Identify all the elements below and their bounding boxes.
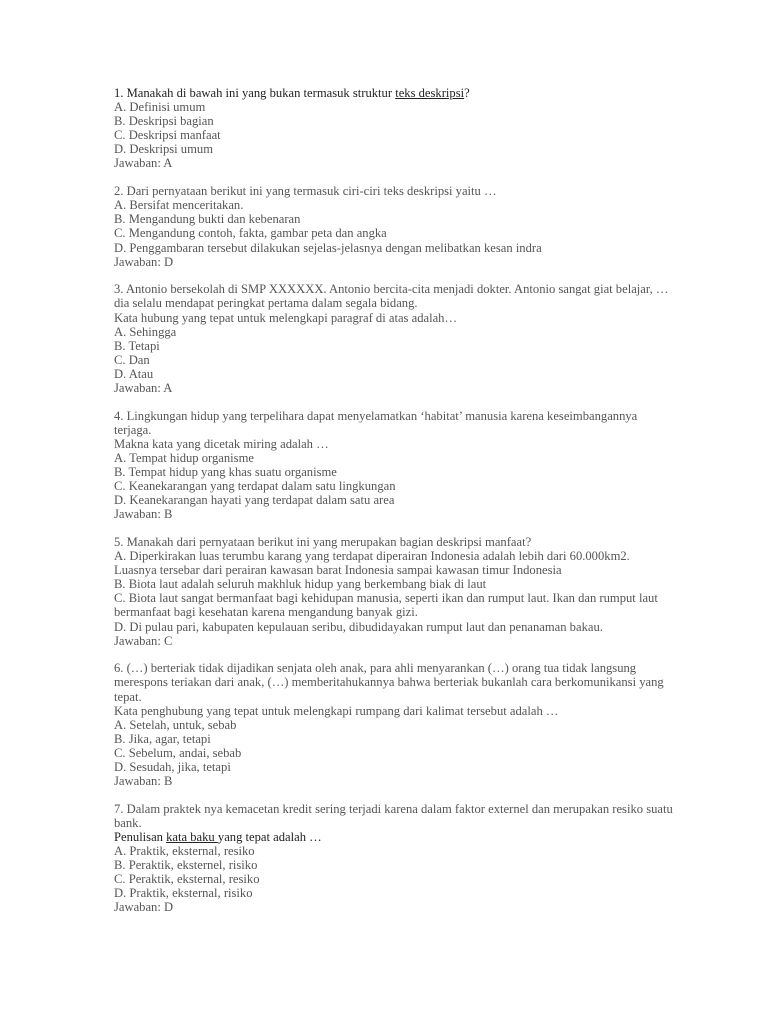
question-block	[114, 282, 674, 395]
answer-option: A. Tempat hidup organisme	[114, 450, 254, 465]
question-stem	[114, 802, 674, 830]
question-block	[114, 86, 674, 171]
stem-text: 3. Antonio bersekolah di SMP XXXXXX. Antonio bercita-cita menjadi dokter. Antonio sangat giat belajar, … dia selalu mendapat peringkat pertama dalam segala bidang.	[114, 282, 669, 311]
answer-option: D. Atau	[114, 366, 154, 381]
answer-option: B. Tempat hidup yang khas suatu organisme	[114, 465, 337, 480]
answer-option: C. Dan	[114, 352, 150, 367]
answer-option: C. Peraktik, eksternal, resiko	[114, 872, 260, 887]
answer-option: C. Mengandung contoh, fakta, gambar peta dan angka	[114, 226, 387, 241]
answer-option: D. Deskripsi umum	[114, 142, 213, 157]
stem-text: yang tepat adalah …	[217, 829, 322, 844]
answer-option: D. Keanekarangan hayati yang terdapat dalam satu area	[114, 493, 395, 508]
answer-key: Jawaban: B	[114, 774, 173, 789]
question-stem	[114, 535, 674, 549]
question-stem	[114, 184, 674, 198]
answer-option: B. Jika, agar, tetapi	[114, 731, 211, 746]
stem-text: 1. Manakah di bawah ini yang bukan termasuk struktur	[114, 86, 396, 100]
answer-key: Jawaban: B	[114, 507, 173, 522]
stem-text: ?	[464, 86, 470, 100]
question-prompt	[114, 830, 674, 844]
underlined-term: teks deskripsi	[395, 86, 465, 100]
question-prompt	[114, 437, 674, 451]
answer-option: D. Penggambaran tersebut dilakukan sejelas-jelasnya dengan melibatkan kesan indra	[114, 240, 542, 255]
answer-option: A. Definisi umum	[114, 100, 206, 115]
answer-option: D. Praktik, eksternal, risiko	[114, 886, 253, 901]
answer-option: A. Setelah, untuk, sebab	[114, 717, 237, 732]
answer-option: C. Biota laut sangat bermanfaat bagi kehidupan manusia, seperti ikan dan rumput laut. Ikan dan rumput laut bermanfaat bagi kesehatan karena mengandung banyak gizi.	[114, 591, 658, 620]
answer-option: D. Di pulau pari, kabupaten kepulauan seribu, dibudidayakan rumput laut dan penanaman bakau.	[114, 619, 603, 634]
question-stem	[114, 409, 674, 437]
answer-key: Jawaban: C	[114, 633, 173, 648]
answer-option: B. Mengandung bukti dan kebenaran	[114, 212, 301, 227]
answer-option: A. Diperkirakan luas terumbu karang yang terdapat diperairan Indonesia adalah lebih dari 60.000km2. Luasnya tersebar dari perairan kawasan barat Indonesia sampai kawasan timur Indonesia	[114, 549, 630, 578]
answer-option: B. Deskripsi bagian	[114, 114, 214, 129]
answer-option: A. Praktik, eksternal, resiko	[114, 844, 255, 859]
stem-text: 2. Dari pernyataan berikut ini yang termasuk ciri-ciri teks deskripsi yaitu …	[114, 184, 497, 199]
question-stem	[114, 86, 674, 100]
question-prompt	[114, 311, 674, 325]
question-block	[114, 409, 674, 522]
stem-text: Kata hubung yang tepat untuk melengkapi paragraf di atas adalah…	[114, 310, 458, 325]
underlined-term: kata baku	[166, 829, 218, 844]
answer-option: C. Deskripsi manfaat	[114, 128, 221, 143]
answer-option: D. Sesudah, jika, tetapi	[114, 760, 231, 774]
answer-option: C. Keanekarangan yang terdapat dalam satu lingkungan	[114, 479, 396, 494]
question-block	[114, 535, 674, 648]
stem-text: 7. Dalam praktek nya kemacetan kredit sering terjadi karena dalam faktor externel dan merupakan resiko suatu bank.	[114, 801, 673, 830]
question-block	[114, 661, 674, 788]
answer-option: C. Sebelum, andai, sebab	[114, 745, 242, 760]
answer-key: Jawaban: A	[114, 380, 173, 395]
question-prompt	[114, 704, 674, 718]
stem-text: Makna kata yang dicetak miring adalah …	[114, 436, 329, 451]
stem-text: 6. (…) berteriak tidak dijadikan senjata oleh anak, para ahli menyarankan (…) orang tua tidak langsung merespons teriakan dari anak, (…) memberitahukannya bahwa berteriak bukanlah cara berkomunikansi yang tepat.	[114, 661, 664, 704]
answer-option: A. Sehingga	[114, 324, 177, 339]
stem-text: 5. Manakah dari pernyataan berikut ini yang merupakan bagian deskripsi manfaat?	[114, 535, 532, 549]
answer-key: Jawaban: D	[114, 900, 174, 915]
stem-text: 4. Lingkungan hidup yang terpelihara dapat menyelamatkan ‘habitat’ manusia karena keseimbangannya terjaga.	[114, 408, 638, 437]
answer-option: B. Peraktik, eksternel, risiko	[114, 858, 258, 873]
answer-key: Jawaban: D	[114, 254, 174, 269]
answer-key: Jawaban: A	[114, 156, 173, 171]
answer-option: B. Biota laut adalah seluruh makhluk hidup yang berkembang biak di laut	[114, 577, 487, 592]
stem-text: Kata penghubung yang tepat untuk melengkapi rumpang dari kalimat tersebut adalah …	[114, 703, 559, 718]
answer-option: B. Tetapi	[114, 338, 160, 353]
question-block	[114, 184, 674, 269]
question-block	[114, 802, 674, 915]
question-stem	[114, 282, 674, 310]
answer-option: A. Bersifat menceritakan.	[114, 198, 244, 213]
question-document	[114, 86, 674, 928]
question-stem	[114, 661, 674, 703]
stem-text: Penulisan	[114, 829, 167, 844]
